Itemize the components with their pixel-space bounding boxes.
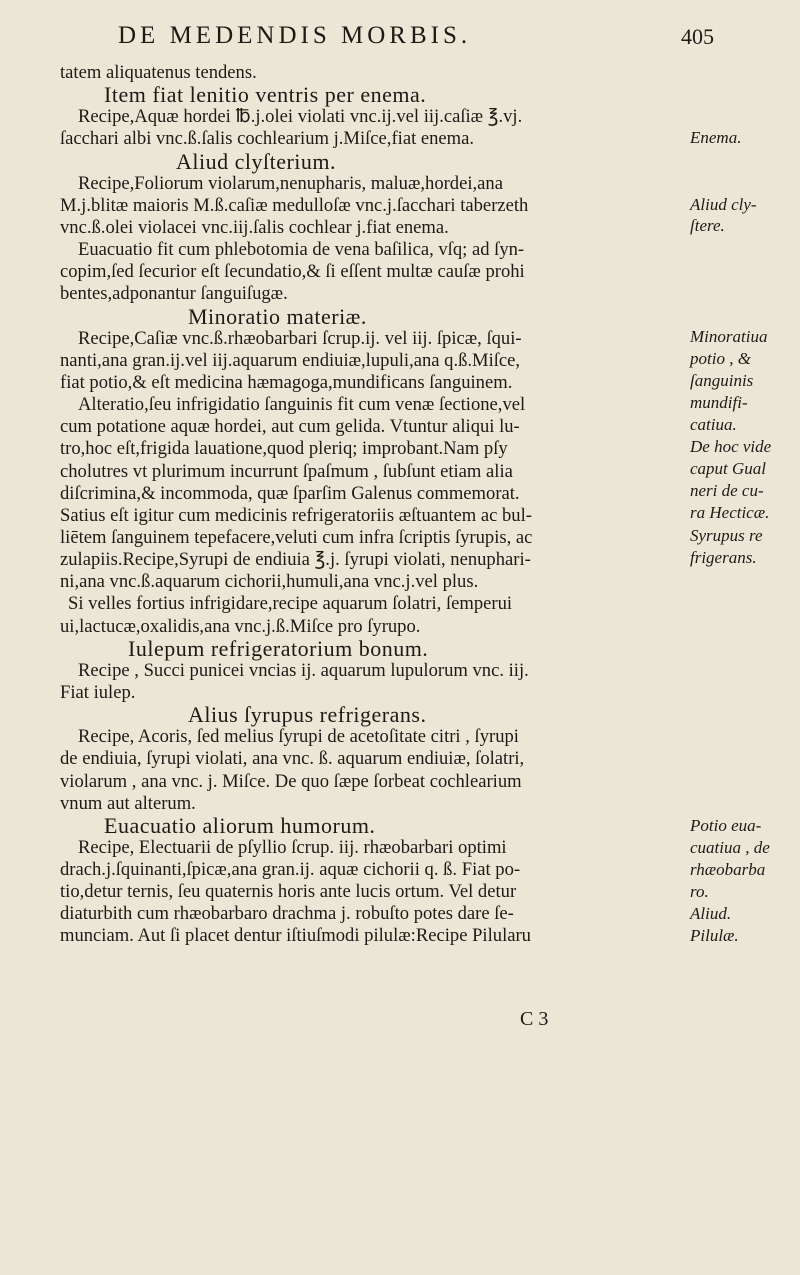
margin-note: ro.: [690, 882, 709, 901]
text-line: Recipe,Aquæ hordei ℔.j.olei violati vnc.ij.vel iij.caſiæ ℥.vj.: [78, 106, 523, 128]
text-line: diſcrimina,& incommoda, quæ ſparſim Galenus commemorat.: [60, 482, 520, 504]
text-line: nanti,ana gran.ij.vel iij.aquarum endiuiæ,lupuli,ana q.ß.Miſce,: [60, 349, 521, 371]
running-head: [118, 22, 718, 54]
text-line: Euacuatio fit cum phlebotomia de vena baſilica, vſq; ad ſyn-: [78, 239, 525, 261]
margin-note: Aliud.: [690, 904, 732, 923]
section-heading: Aliud clyſterium.: [176, 148, 337, 174]
margin-note: cuatiua , de: [690, 838, 770, 857]
section-heading: Minoratio materiæ.: [188, 303, 367, 329]
margin-note: Pilulæ.: [690, 926, 739, 945]
text-line: cholutres vt plurimum incurrunt ſpaſmum , ſubſunt etiam alia: [60, 460, 513, 482]
text-line: tro,hoc eſt,frigida lauatione,quod pleriq; improbant.Nam pſy: [60, 438, 508, 460]
text-line: Recipe,Foliorum violarum,nenupharis, maluæ,hordei,ana: [78, 172, 503, 194]
page-number: 405: [681, 24, 714, 49]
running-title: DE MEDENDIS MORBIS.: [118, 22, 472, 49]
text-line: zulapiis.Recipe,Syrupi de endiuia ℥.j. ſyrupi violati, nenuphari-: [60, 549, 531, 571]
text-line: bentes,adponantur ſanguiſugæ.: [60, 283, 288, 305]
text-line: drach.j.ſquinanti,ſpicæ,ana gran.ij. aquæ cichorii q. ß. Fiat po-: [60, 859, 521, 881]
margin-note: caput Gual: [690, 459, 767, 478]
text-line: copim,ſed ſecurior eſt ſecundatio,& ſi eſſent multæ cauſæ prohi: [60, 261, 525, 283]
margin-note: ſtere.: [690, 216, 725, 235]
margin-note: frigerans.: [690, 548, 757, 567]
margin-note: potio , &: [690, 349, 751, 368]
text-line: Recipe,Caſiæ vnc.ß.rhæobarbari ſcrup.ij. vel iij. ſpicæ, ſqui-: [78, 327, 522, 349]
section-heading: Item fiat lenitio ventris per enema.: [104, 82, 427, 108]
margin-note: Syrupus re: [690, 526, 763, 545]
body-text: [60, 62, 684, 948]
text-line: Recipe, Electuarii de pſyllio ſcrup. iij. rhæobarbari optimi: [78, 836, 507, 858]
text-line: vnc.ß.olei violacei vnc.iij.ſalis cochlear j.fiat enema.: [60, 216, 449, 238]
signature-mark: C 3: [520, 1008, 549, 1030]
section-heading: Euacuatio aliorum humorum.: [104, 812, 376, 838]
text-line: tatem aliquatenus tendens.: [60, 62, 257, 83]
text-line: violarum , ana vnc. j. Miſce. De quo ſæpe ſorbeat cochlearium: [60, 770, 522, 792]
text-line: ſacchari albi vnc.ß.ſalis cochlearium j.Miſce,fiat enema.: [60, 128, 475, 150]
text-line: cum potatione aquæ hordei, aut cum gelida. Vtuntur aliqui lu-: [60, 416, 520, 438]
margin-note: neri de cu-: [690, 481, 764, 500]
section-heading: Iulepum refrigeratorium bonum.: [128, 635, 429, 661]
margin-note: Enema.: [690, 128, 742, 147]
text-line: Recipe , Succi punicei vncias ij. aquarum lupulorum vnc. iij.: [78, 659, 529, 681]
text-line: fiat potio,& eſt medicina hæmagoga,mundificans ſanguinem.: [60, 371, 513, 393]
section-heading: Alius ſyrupus refrigerans.: [188, 702, 427, 728]
text-line: Alteratio,ſeu infrigidatio ſanguinis fit cum venæ ſectione,vel: [78, 394, 526, 416]
text-line: Satius eſt igitur cum medicinis refrigeratoriis æſtuantem ac bul-: [60, 504, 532, 526]
text-line: liētem ſanguinem tepefacere,veluti cum infra ſcriptis ſyrupis, ac: [60, 526, 533, 548]
text-line: Recipe, Acoris, ſed melius ſyrupi de acetoſitate citri , ſyrupi: [78, 726, 519, 748]
margin-note: ſanguinis: [690, 371, 754, 390]
margin-note: Aliud cly-: [690, 195, 757, 214]
margin-note: mundifi-: [690, 393, 748, 412]
margin-note: De hoc vide: [690, 437, 772, 456]
text-line: vnum aut alterum.: [60, 792, 196, 814]
text-line: munciam. Aut ſi placet dentur iſtiuſmodi pilulæ:Recipe Pilularu: [60, 925, 531, 947]
text-line: diaturbith cum rhæobarbaro drachma j. robuſto potes dare ſe-: [60, 903, 514, 925]
text-line: M.j.blitæ maioris M.ß.caſiæ medulloſæ vnc.j.ſacchari taberzeth: [60, 194, 529, 216]
margin-note: catiua.: [690, 415, 737, 434]
margin-note: Minoratiua: [690, 327, 768, 346]
margin-note: ra Hecticæ.: [690, 503, 770, 522]
margin-note: rhæobarba: [690, 860, 766, 879]
text-line: Fiat iulep.: [60, 681, 136, 703]
text-line: Si velles fortius infrigidare,recipe aquarum ſolatri, ſemperui: [68, 593, 513, 615]
margin-note: Potio eua-: [690, 816, 762, 835]
text-line: ni,ana vnc.ß.aquarum cichorii,humuli,ana vnc.j.vel plus.: [60, 571, 479, 593]
text-line: tio,detur ternis, ſeu quaternis horis ante lucis ortum. Vel detur: [60, 881, 517, 903]
text-line: ui,lactucæ,oxalidis,ana vnc.j.ß.Miſce pro ſyrupo.: [60, 615, 421, 637]
text-line: de endiuia, ſyrupi violati, ana vnc. ß. aquarum endiuiæ, ſolatri,: [60, 748, 525, 770]
